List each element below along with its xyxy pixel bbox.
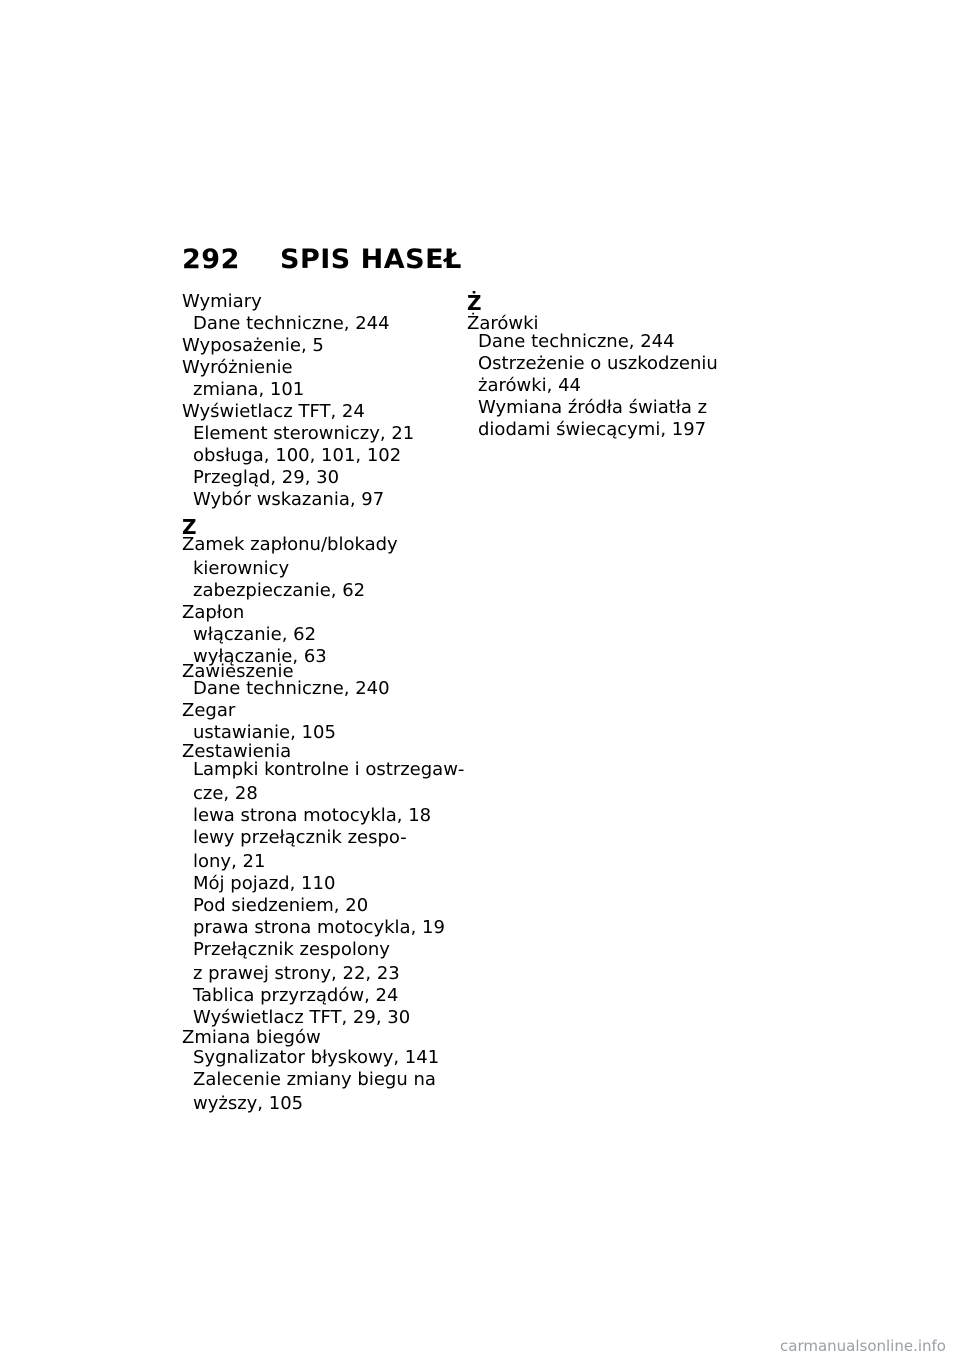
index-subentry: Mój pojazd, 110 — [193, 873, 336, 894]
index-subentry: Dane techniczne, 244 — [193, 313, 390, 334]
index-subentry: Zalecenie zmiany biegu na — [193, 1069, 436, 1090]
index-subentry: Tablica przyrządów, 24 — [193, 985, 399, 1006]
index-entry: Zestawienia — [182, 741, 292, 762]
index-subentry: Przełącznik zespolony — [193, 939, 390, 960]
page-number: 292 — [182, 244, 240, 275]
index-subentry: żarówki, 44 — [478, 375, 581, 396]
index-subentry: z prawej strony, 22, 23 — [193, 963, 400, 984]
index-subentry: Wybór wskazania, 97 — [193, 489, 385, 510]
index-subentry: wyższy, 105 — [193, 1093, 304, 1114]
index-entry: Zawieszenie — [182, 661, 294, 682]
index-subentry: włączanie, 62 — [193, 624, 317, 645]
index-subentry: lewy przełącznik zespo- — [193, 827, 407, 848]
index-entry: Wyposażenie, 5 — [182, 335, 324, 356]
index-subentry: diodami świecącymi, 197 — [478, 419, 707, 440]
index-subentry: lony, 21 — [193, 851, 266, 872]
watermark: carmanualsonline.info — [780, 1337, 946, 1355]
index-subentry: prawa strona motocykla, 19 — [193, 917, 445, 938]
index-entry: Wymiary — [182, 291, 262, 312]
index-subentry: Element sterowniczy, 21 — [193, 423, 415, 444]
page-header — [182, 244, 462, 275]
index-subentry: Sygnalizator błyskowy, 141 — [193, 1047, 440, 1068]
index-entry: Żarówki — [467, 313, 539, 334]
index-subentry: cze, 28 — [193, 783, 258, 804]
index-entry: Zapłon — [182, 602, 245, 623]
index-subentry: lewa strona motocykla, 18 — [193, 805, 432, 826]
index-subentry: Wyświetlacz TFT, 29, 30 — [193, 1007, 411, 1028]
index-entry: Wyświetlacz TFT, 24 — [182, 401, 365, 422]
index-subentry: ustawianie, 105 — [193, 722, 336, 743]
index-subentry: Dane techniczne, 244 — [478, 331, 675, 352]
index-subentry: Wymiana źródła światła z — [478, 397, 708, 418]
index-subentry: obsługa, 100, 101, 102 — [193, 445, 402, 466]
index-subentry: zmiana, 101 — [193, 379, 305, 400]
page-title: SPIS HASEŁ — [280, 244, 462, 275]
index-entry: Wyróżnienie — [182, 357, 293, 378]
index-subentry: Przegląd, 29, 30 — [193, 467, 340, 488]
index-section-letter: Ż — [467, 291, 482, 315]
index-entry: Zmiana biegów — [182, 1027, 321, 1048]
index-subentry: Pod siedzeniem, 20 — [193, 895, 369, 916]
index-subentry: wyłączanie, 63 — [193, 646, 327, 667]
index-subentry: Dane techniczne, 240 — [193, 678, 390, 699]
index-subentry: kierownicy — [193, 558, 290, 579]
index-entry: Zamek zapłonu/blokady — [182, 534, 398, 555]
index-subentry: zabezpieczanie, 62 — [193, 580, 366, 601]
index-section-letter: Z — [182, 515, 197, 539]
index-entry: Zegar — [182, 700, 236, 721]
index-subentry: Ostrzeżenie o uszkodzeniu — [478, 353, 718, 374]
index-subentry: Lampki kontrolne i ostrzegaw- — [193, 759, 465, 780]
